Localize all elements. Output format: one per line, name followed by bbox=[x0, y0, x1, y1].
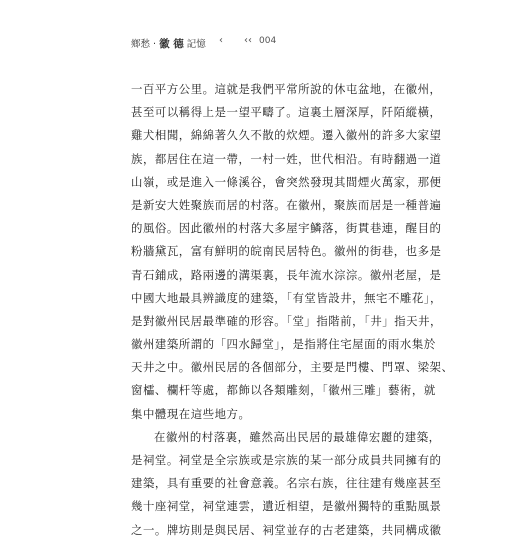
text-line: 是對徽州民居最準確的形容。「堂」指階前，「井」指天井， bbox=[131, 313, 442, 328]
book-title-suffix: 記憶 bbox=[183, 39, 206, 50]
text-line: 是新安大姓聚族而居的村落。在徽州，聚族而居是一種普遍 bbox=[131, 197, 442, 212]
text-line: 的風俗。因此徽州的村落大多屋宇鱗落，街貫巷連，醒目的 bbox=[131, 221, 442, 236]
text-line: 族，都居住在這一帶，一村一姓，世代相沿。有時翻過一道 bbox=[131, 151, 442, 166]
text-line: 徽州建築所謂的「四水歸堂」，是指將住宅屋面的雨水集於 bbox=[131, 337, 436, 352]
text-line: 山嶺，或是進入一條溪谷，會突然發現其間煙火萬家，那便 bbox=[131, 174, 442, 189]
text-line: 一百平方公里。這就是我們平常所說的休屯盆地，在徽州， bbox=[131, 82, 442, 96]
text-line: 建築，具有重要的社會意義。名宗右族，往往建有幾座甚至 bbox=[131, 476, 442, 491]
text-line: 幾十座祠堂，祠堂連雲，遺近相望，是徽州獨特的重點風景 bbox=[131, 499, 442, 514]
text-line: 青石鋪成，路兩邊的溝渠裏，長年流水淙淙。徽州老屋，是 bbox=[131, 267, 442, 282]
reader-header bbox=[0, 0, 520, 70]
previous-page-icon[interactable]: ‹ bbox=[219, 35, 223, 46]
book-title-prefix: 鄉愁 · bbox=[131, 39, 160, 50]
text-line: 甚至可以稱得上是一望平疇了。這裏土層深厚，阡陌縱橫， bbox=[131, 105, 442, 120]
page-number: 004 bbox=[259, 36, 277, 46]
text-line: 之一。牌坊則是與民居、祠堂並存的古老建築，共同構成徽 bbox=[131, 522, 442, 537]
text-line: 中國大地最具辨識度的建築，「有堂皆設井，無宅不雕花」， bbox=[131, 290, 442, 305]
book-title-main: 徽 德 bbox=[159, 38, 184, 50]
text-line: 集中體現在這些地方。 bbox=[131, 406, 251, 421]
first-page-icon[interactable]: ‹‹ bbox=[244, 35, 252, 46]
page-body-text bbox=[131, 78, 454, 542]
text-line: 天井之中。徽州民居的各個部分，主要是門樓、門罩、梁架、 bbox=[131, 360, 454, 375]
text-line: 在徽州的村落裏，雖然高出民居的最雄偉宏麗的建築， bbox=[154, 429, 441, 444]
book-title bbox=[131, 36, 206, 51]
text-line: 是祠堂。祠堂是全宗族或是宗族的某一部分成員共同擁有的 bbox=[131, 453, 442, 467]
text-line: 窗櫺、欄杆等處，都飾以各類雕刻，「徽州三雕」藝術，就 bbox=[131, 383, 436, 398]
text-line: 雞犬相聞，綿綿著久久不散的炊煙。遷入徽州的許多大家望 bbox=[131, 128, 442, 143]
text-line: 粉牆黛瓦，富有鮮明的皖南民居特色。徽州的街巷，也多是 bbox=[131, 244, 442, 259]
